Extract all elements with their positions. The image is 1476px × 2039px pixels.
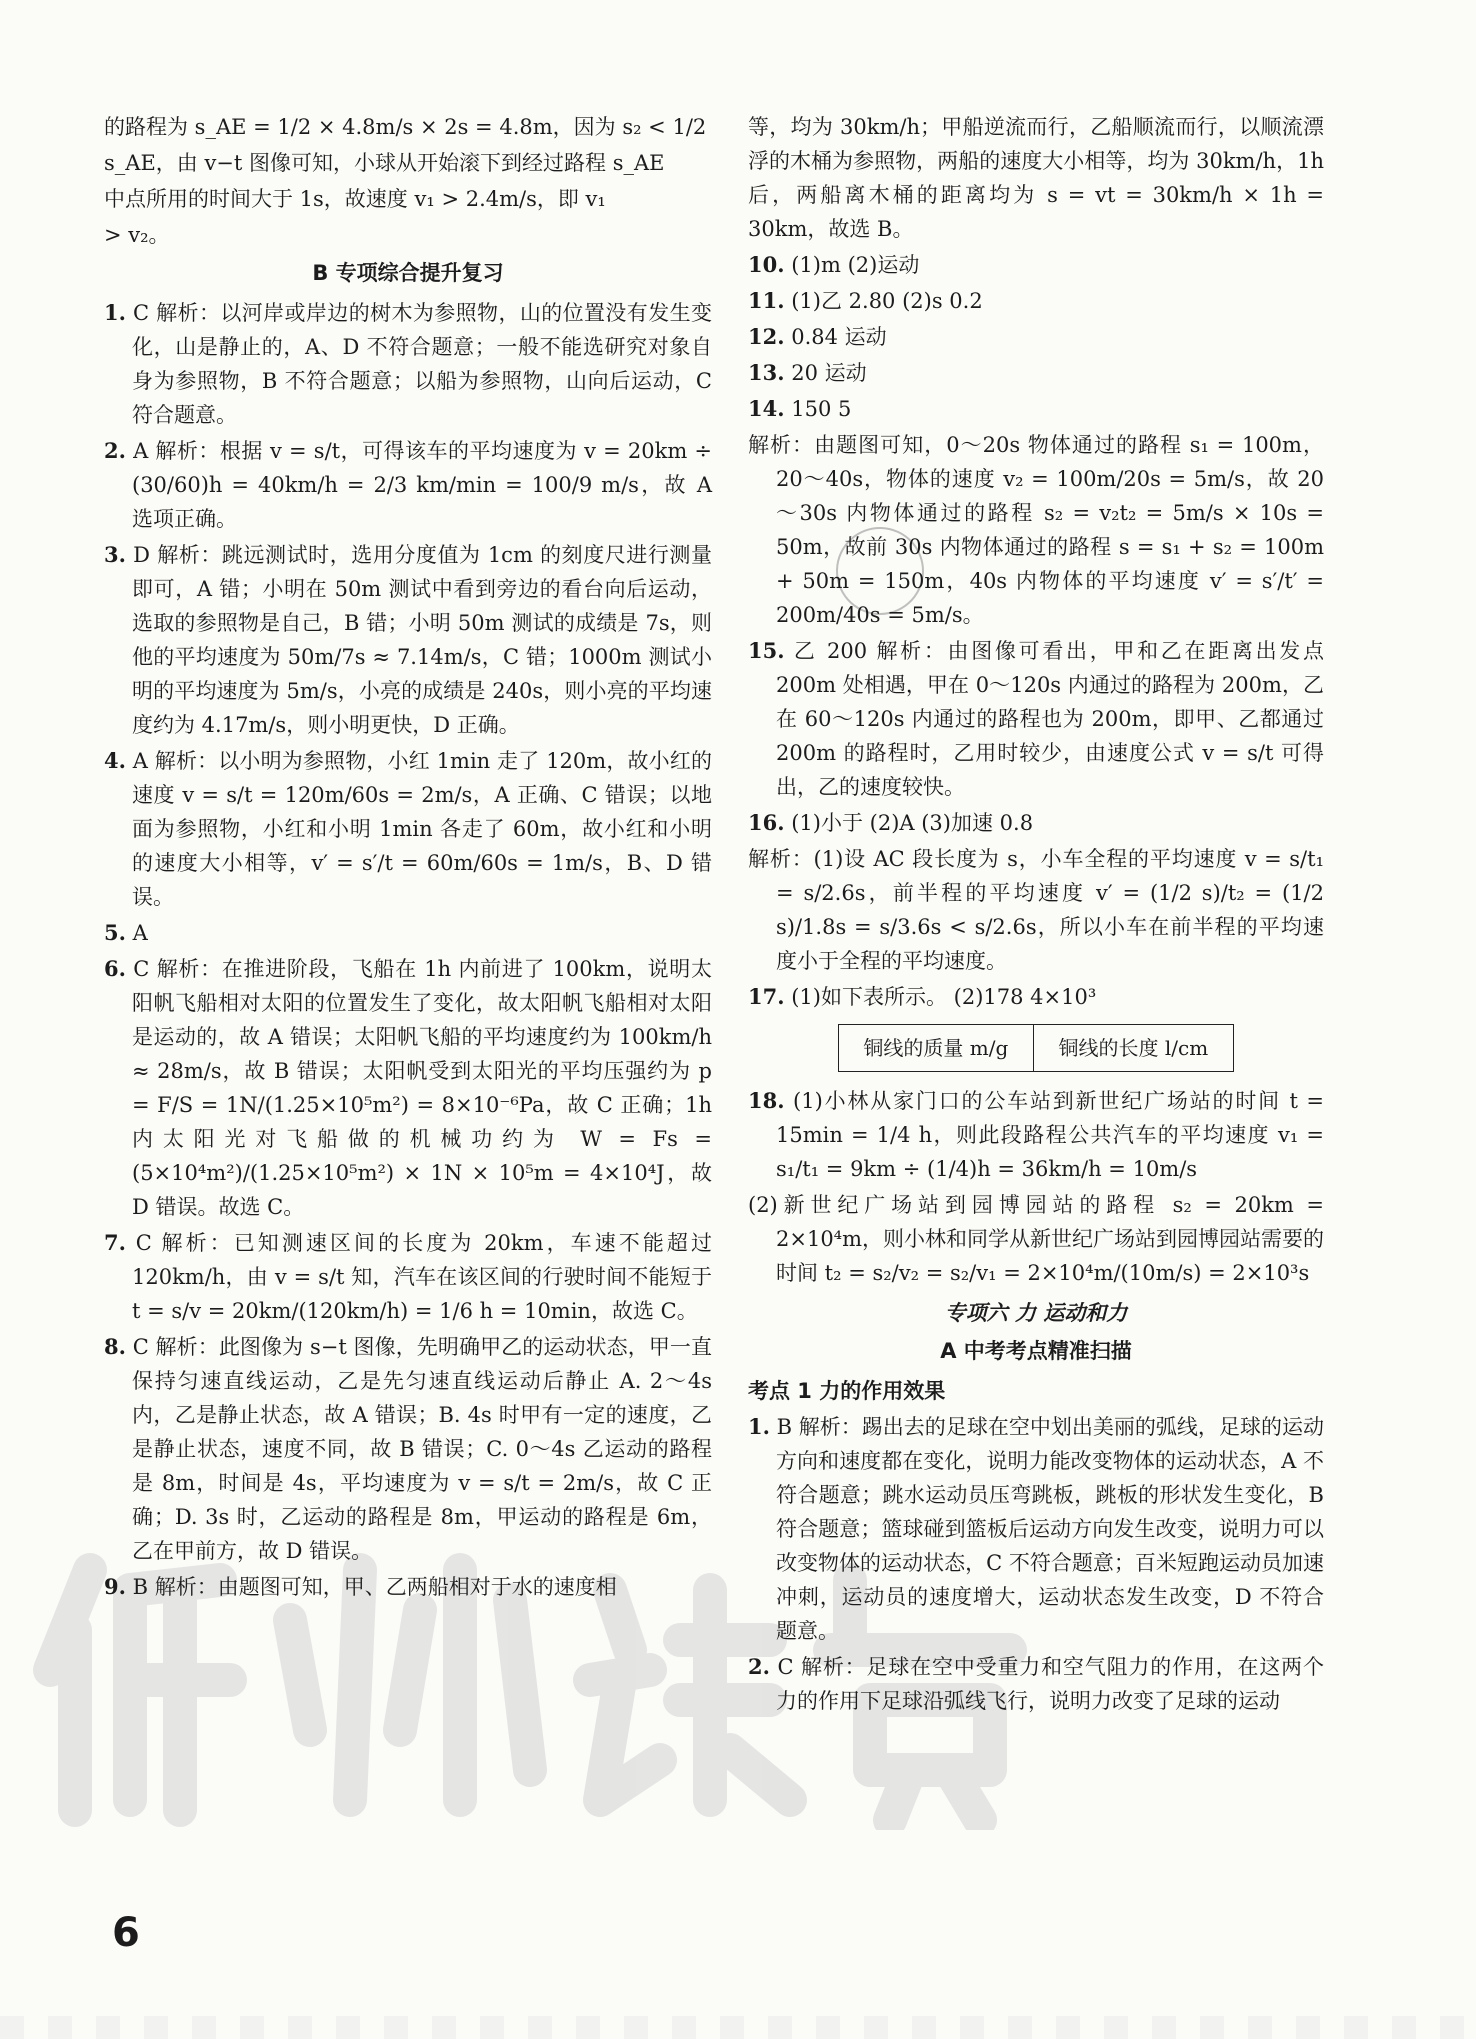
answer-item [748,980,1324,1014]
answer-number: 5. [104,920,126,945]
answer-text: 乙 200 解析：由图像可看出，甲和乙在距离出发点 200m 处相遇，甲在 0～120s 内通过的路程为 200m，乙在 60～120s 内通过的路程也为 200m，即甲、乙都通过 200m 的路程时，乙用时较少，由速度公式 v = s/t 可得出，乙的速度较快。 [776,639,1324,799]
copper-wire-table [838,1024,1234,1072]
answer-text: 20 运动 [791,361,867,385]
answer-number: 16. [748,810,785,835]
intro-line: 中点所用的时间大于 1s，故速度 v₁ > 2.4m/s，即 v₁ [104,187,606,211]
answer-item [748,1084,1324,1186]
answer-text: 解析：(1)设 AC 段长度为 s，小车全程的平均速度 v = s/t₁ = s/2.6s，前半程的平均速度 v′ = (1/2 s)/t₂ = (1/2 s)/1.8s = s/3.6s < s/2.6s，所以小车在前半程的平均速度小于全程的平均速度。 [748,847,1324,973]
answer-number: 15. [748,638,785,663]
page-number: 6 [112,1910,140,1956]
answer-number: 1. [748,1414,770,1439]
answer-item [748,248,1324,282]
answer-item [748,320,1324,354]
table-header-mass: 铜线的质量 m/g [839,1025,1034,1072]
answer-text: A 解析：根据 v = s/t，可得该车的平均速度为 v = 20km ÷ (30/60)h = 40km/h = 2/3 km/min = 100/9 m/s，故 A 选项正确。 [132,439,712,531]
answer-text: (1)m (2)运动 [791,253,920,277]
answer-item [748,1188,1324,1290]
intro-line: s_AE，由 v−t 图像可知，小球从开始滚下到经过路程 s_AE [104,151,665,175]
answer-text: (1)小于 (2)A (3)加速 0.8 [791,811,1034,835]
answer-number: 18. [748,1088,785,1113]
answer-item [104,952,712,1224]
answer-number: 4. [104,748,126,773]
answer-number: 14. [748,396,785,421]
answer-item [748,1410,1324,1648]
answer-item [748,842,1324,978]
page-edge [0,2016,1476,2039]
kaodian-heading: 考点 1 力的作用效果 [748,1379,946,1403]
answer-number: 17. [748,984,785,1009]
answer-text: 0.84 运动 [791,325,887,349]
answer-item [104,916,712,950]
answer-item [104,1330,712,1568]
answer-item [748,806,1324,840]
answer-text: C 解析：足球在空中受重力和空气阻力的作用，在这两个力的作用下足球沿弧线飞行，说明力改变了足球的运动 [776,1655,1324,1713]
answer-text: (2)新世纪广场站到园博园站的路程 s₂ = 20km = 2×10⁴m，则小林和同学从新世纪广场站到园博园站需要的时间 t₂ = s₂/v₂ = s₂/v₁ = 2×10⁴m/(10m/s) = 2×10³s [748,1193,1325,1285]
answer-item [748,634,1324,804]
intro-line: 的路程为 s_AE = 1/2 × 4.8m/s × 2s = 4.8m，因为 s₂ < 1/2 [104,115,707,139]
answer-text: (1)乙 2.80 (2)s 0.2 [791,289,983,313]
answer-text: A [132,921,148,945]
answer-text: B 解析：由题图可知，甲、乙两船相对于水的速度相 [132,1575,617,1599]
answer-number: 3. [104,542,126,567]
right-column [748,110,1324,1720]
table-header-length: 铜线的长度 l/cm [1033,1025,1233,1072]
answer-text: C 解析：以河岸或岸边的树木为参照物，山的位置没有发生变化，山是静止的，A、D 不符合题意；一般不能选研究对象自身为参照物，B 不符合题意；以船为参照物，山向后运动，C 符合题意。 [132,301,712,427]
answer-item [748,1650,1324,1718]
continuation-text: 等，均为 30km/h；甲船逆流而行，乙船顺流而行，以顺流漂浮的木桶为参照物，两船的速度大小相等，均为 30km/h，1h 后，两船离木桶的距离均为 s = vt = 30km/h × 1h = 30km，故选 B。 [748,115,1324,241]
answer-number: 7. [104,1230,126,1255]
answer-item [104,744,712,914]
answer-item [104,1226,712,1328]
answer-text: D 解析：跳远测试时，选用分度值为 1cm 的刻度尺进行测量即可，A 错；小明在 50m 测试中看到旁边的看台向后运动，选取的参照物是自己，B 错；小明 50m 测试的成绩是 7s，则他的平均速度为 50m/7s ≈ 7.14m/s，C 错；1000m 测试小明的平均速度为 5m/s，小亮的成绩是 240s，则小亮的平均速度约为 4.17m/s，则小明更快，D 正确。 [132,543,712,737]
answer-text: C 解析：此图像为 s−t 图像，先明确甲乙的运动状态，甲一直保持匀速直线运动，乙是先匀速直线运动后静止 A. 2～4s 内，乙是静止状态，故 A 错误；B. 4s 时甲有一定的速度，乙是静止状态，速度不同，故 B 错误；C. 0～4s 乙运动的路程是 8m，时间是 4s，平均速度为 v = s/t = 2m/s，故 C 正确；D. 3s 时，乙运动的路程是 8m，甲运动的路程是 6m，乙在甲前方，故 D 错误。 [132,1335,712,1563]
answer-text: A 解析：以小明为参照物，小红 1min 走了 120m，故小红的速度 v = s/t = 120m/60s = 2m/s，A 正确、C 错误；以地面为参照物，小红和小明 1min 各走了 60m，故小红和小明的速度大小相等，v′ = s′/t = 60m/60s = 1m/s，B、D 错误。 [132,749,712,909]
answer-text: 150 5 [791,397,852,421]
answer-text: C 解析：已知测速区间的长度为 20km，车速不能超过 120km/h，由 v = s/t 知，汽车在该区间的行驶时间不能短于 t = s/v = 20km/(120km/h) = 1/6 h = 10min，故选 C。 [132,1231,712,1323]
answer-number: 10. [748,252,785,277]
answer-number: 12. [748,324,785,349]
section-title: A 中考考点精准扫描 [940,1339,1132,1363]
answer-number: 2. [748,1654,770,1679]
section-title: B 专项综合提升复习 [312,261,504,285]
answer-item [104,296,712,432]
answer-number: 8. [104,1334,126,1359]
answer-number: 9. [104,1574,126,1599]
answer-item [748,284,1324,318]
answer-item [104,538,712,742]
answer-item [748,428,1324,632]
answer-text: C 解析：在推进阶段，飞船在 1h 内前进了 100km，说明太阳帆飞船相对太阳的位置发生了变化，故太阳帆飞船相对太阳是运动的，故 A 错误；太阳帆飞船的平均速度约为 100km/h ≈ 28m/s，故 B 错误；太阳帆受到太阳光的平均压强约为 p = F/S = 1N/(1.25×10⁵m²) = 8×10⁻⁶Pa，故 C 正确；1h 内太阳光对飞船做的机械功约为 W = Fs = (5×10⁴m²)/(1.25×10⁵m²) × 1N × 10⁵m = 4×10⁴J，故 D 错误。故选 C。 [132,957,712,1219]
table-row [839,1025,1234,1072]
answer-item [104,434,712,536]
intro-line: > v₂。 [104,223,170,247]
answer-text: (1)小林从家门口的公车站到新世纪广场站的时间 t = 15min = 1/4 h，则此段路程公共汽车的平均速度 v₁ = s₁/t₁ = 9km ÷ (1/4)h = 36km/h = 10m/s [776,1089,1324,1181]
answer-text: (1)如下表所示。 (2)178 4×10³ [791,985,1097,1009]
answer-item [748,392,1324,426]
answer-number: 1. [104,300,126,325]
answer-number: 6. [104,956,126,981]
answer-item [748,356,1324,390]
answer-text: B 解析：踢出去的足球在空中划出美丽的弧线，足球的运动方向和速度都在变化，说明力能改变物体的运动状态，A 不符合题意；跳水运动员压弯跳板，跳板的形状发生变化，B 符合题意；篮球碰到篮板后运动方向发生改变，说明力可以改变物体的运动状态，C 不符合题意；百米短跑运动员加速冲刺，运动员的速度增大，运动状态发生改变，D 不符合题意。 [776,1415,1324,1643]
answer-number: 2. [104,438,126,463]
answer-number: 11. [748,288,785,313]
chapter-title: 专项六 力 运动和力 [944,1301,1128,1325]
answer-item [104,1570,712,1604]
left-column [104,110,712,1606]
answer-text: 解析：由题图可知，0～20s 物体通过的路程 s₁ = 100m，20～40s，物体的速度 v₂ = 100m/20s = 5m/s，故 20～30s 内物体通过的路程 s₂ = v₂t₂ = 5m/s × 10s = 50m，故前 30s 内物体通过的路程 s = s₁ + s₂ = 100m + 50m = 150m，40s 内物体的平均速度 v′ = s′/t′ = 200m/40s = 5m/s。 [748,433,1324,627]
answer-number: 13. [748,360,785,385]
